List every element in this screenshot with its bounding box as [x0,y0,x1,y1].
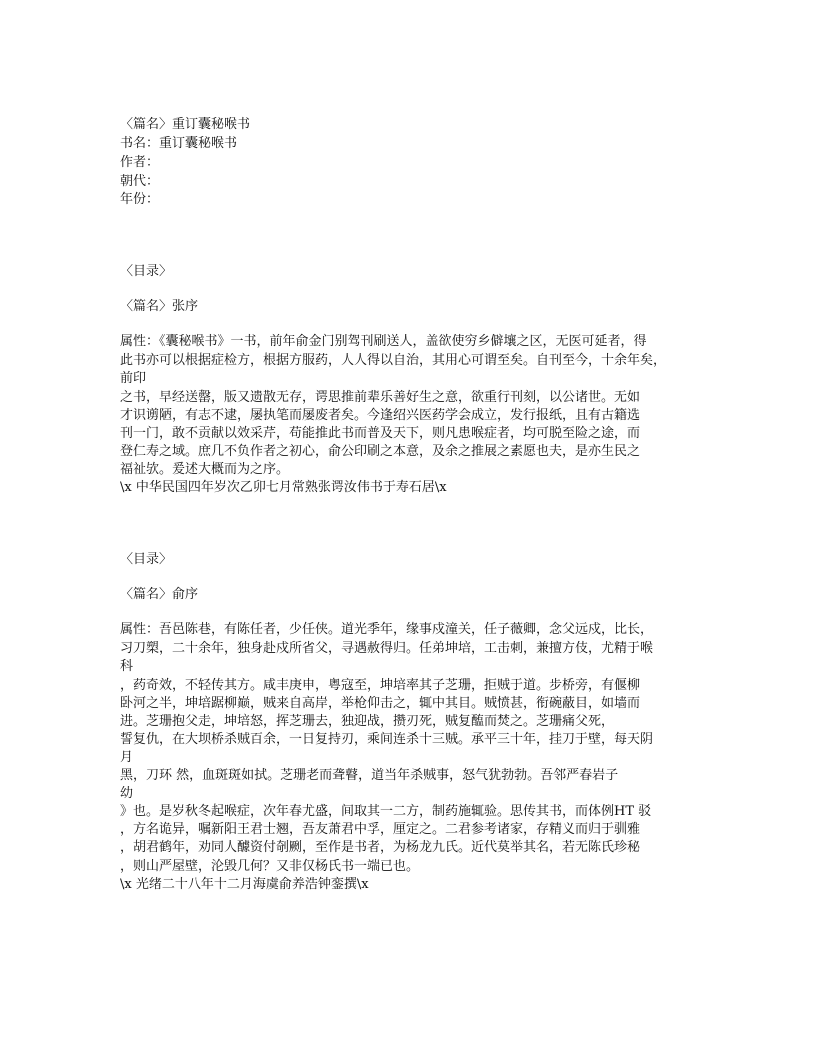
section1-line: 福祉欤。爰述大概而为之序。 [120,462,290,477]
section2-line: 习刀槊，二十余年，独身赴戍所省父，寻遇赦得归。任弟坤培，工击刺，兼擅方伎，尤精于喉 [120,641,654,656]
section2-line: 进。芝珊抱父走，坤培怒，挥芝珊去，独迎战，攒刃死，贼复醢而焚之。芝珊痛父死， [120,714,615,729]
section2-toc: 〈目录〉 [120,552,173,567]
section1-line: 前印 [120,371,147,386]
section2-line: ，方名诡异，嘱新阳王君士翘，吾友萧君中孚，厘定之。二君参考诸家，存精义而归于驯雅 [120,822,641,837]
section1-line: 属性：《囊秘喉书》一书，前年俞金门别驾刊刷送人，盖欲使穷乡僻壤之区，无医可延者，得 [120,334,647,349]
section2-line: 卧河之半，坤培踞柳巅，贼来自高岸，举枪仰击之，辄中其目。贼愤甚，衔碗蔽目，如墙而 [120,696,641,711]
section2-chapter-title: 〈篇名〉俞序 [120,587,199,602]
section2-line: 》也。是岁秋冬起喉症，次年春尤盛，间取其一二方，制药施辄验。思传其书，而体例HT 驳 [120,804,652,819]
section2-line: 黑，刀环 然，血斑斑如拭。芝珊老而聋瞽，道当年杀贼事，怒气犹勃勃。吾邻严春岩子 [120,768,619,783]
dynasty-field: 朝代： [120,174,160,189]
section2-line: 科 [120,659,134,674]
header-title-line: 〈篇名〉重订囊秘喉书 [120,117,251,132]
section2-line: 誓复仇，在大坝桥杀贼百余，一日复持刃，乘间连杀十三贼。承平三十年，挂刀于壁，每天阴 [120,732,654,747]
section1-line: 之书，早经送罄，版又遗散无存，谔思推前辈乐善好生之意，欲重行刊刻，以公诸世。无如 [120,390,641,405]
section1-line: 登仁寿之域。庶几不负作者之初心，俞公印刷之本意，及余之推展之素愿也夫，是亦生民之 [120,444,641,459]
section2-line: 属性：吾邑陈巷，有陈任者，少任侠。道光季年，缘事戍潼关，任子薇卿，念父远戍，比长， [120,622,654,637]
section1-chapter-title: 〈篇名〉张序 [120,299,199,314]
section2-line: ，则山严屋壁，沦毁几何？又非仅杨氏书一端已也。 [120,859,420,874]
section2-line: ，胡君鹤年，劝同人醵资付剞劂，至作是书者，为杨龙九氏。近代莫举其名，若无陈氏珍秘 [120,840,641,855]
section1-line: 此书亦可以根据症检方，根据方服药，人人得以自治，其用心可谓至矣。自刊至今，十余年矣， [120,353,667,368]
year-field: 年份： [120,192,160,207]
section1-signature: \x 中华民国四年岁次乙卯七月常熟张谔汝伟书于寿石居\x [120,480,447,495]
section2-line: ，药奇效，不轻传其方。咸丰庚申，粤寇至，坤培率其子芝珊，拒贼于道。步桥旁，有偃柳 [120,678,641,693]
section2-line: 幼 [120,786,134,801]
section1-line: 刊一门，敢不贡献以效采芹，苟能推此书而普及天下，则凡患喉症者，均可脱至险之途，而 [120,426,641,441]
section2-signature: \x 光绪二十八年十二月海虞俞养浩钟銮撰\x [120,877,369,892]
section1-line: 才识谫陋，有志不逮，屡执笔而屡废者矣。今逢绍兴医药学会成立，发行报纸，且有古籍选 [120,408,641,423]
section1-toc: 〈目录〉 [120,264,173,279]
section2-line: 月 [120,750,134,765]
book-name-field: 书名：重订囊秘喉书 [120,136,238,151]
author-field: 作者： [120,155,160,170]
